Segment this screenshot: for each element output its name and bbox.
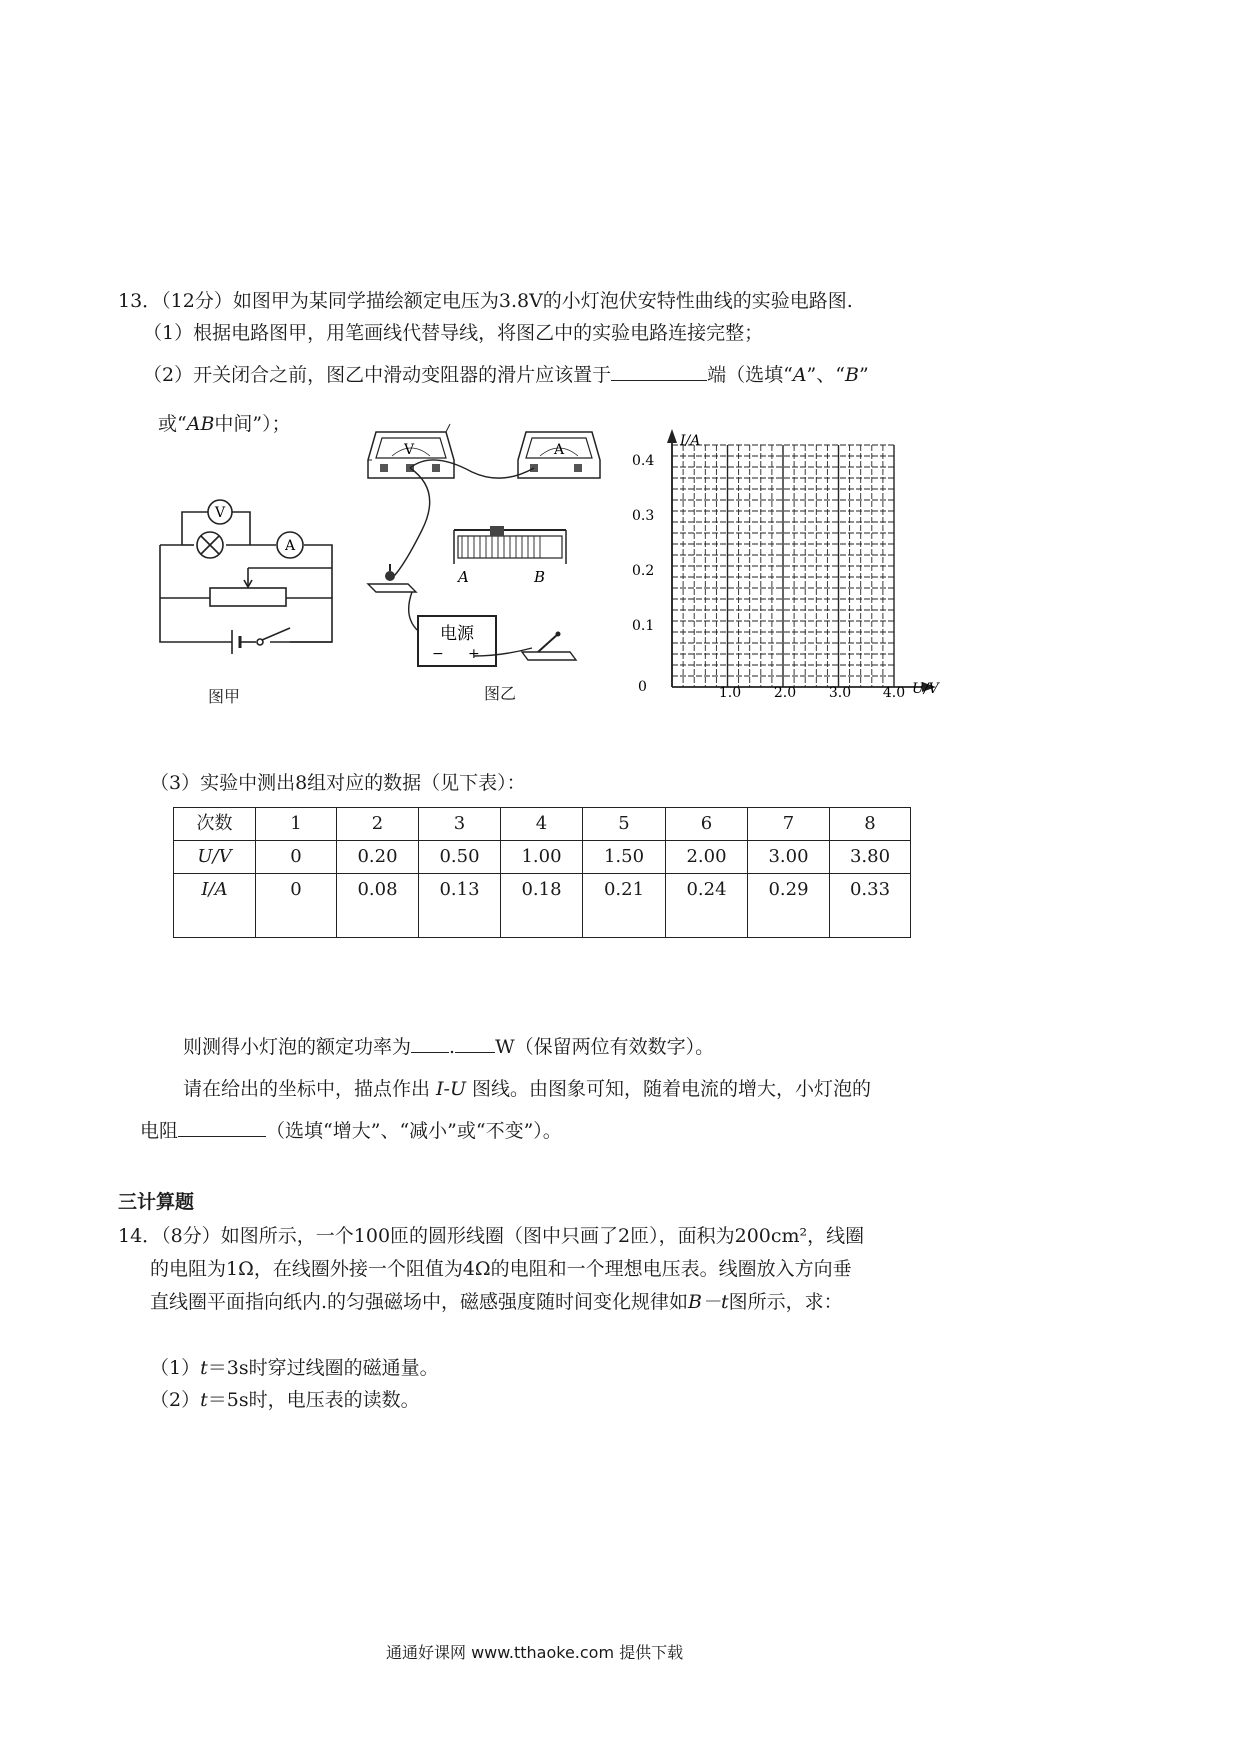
table-cell: 0.21 <box>603 879 645 900</box>
table-cell: 0.50 <box>439 846 480 867</box>
i-u-grid-chart <box>630 425 950 705</box>
y-tick-label: 0.3 <box>632 508 655 524</box>
table-cell: 0.20 <box>357 846 398 867</box>
table-header-cell: 6 <box>700 813 713 834</box>
page-footer: 通通好课网 www.tthaoke.com 提供下载 <box>386 1643 684 1662</box>
row-label-u: U/V <box>197 846 232 867</box>
q14-sub1-text: （1） <box>150 1357 201 1379</box>
voltmeter-device <box>368 424 454 478</box>
q13-part2-cont <box>158 411 291 437</box>
apparatus-diagram-yi <box>362 420 622 670</box>
table-cell: 0.33 <box>849 879 891 900</box>
figure-caption-jia: 图甲 <box>208 687 241 706</box>
q14-line3-text: 直线圈平面指向纸内.的匀强磁场中，磁感强度随时间变化规律如 <box>150 1291 689 1313</box>
q13-part3: （3）实验中测出8组对应的数据（见下表）： <box>150 772 526 794</box>
q14-sub2-text: （2） <box>150 1389 201 1411</box>
table-cell: 3.80 <box>849 846 891 867</box>
table-cell: 0 <box>290 879 302 900</box>
table-cell: 0 <box>290 846 302 867</box>
table-header-cell: 1 <box>290 813 302 834</box>
table-cell: 3.00 <box>768 846 809 867</box>
q14-line3 <box>150 1289 843 1315</box>
lamp-device <box>368 564 416 592</box>
answer-blank-slider-position[interactable] <box>611 362 707 381</box>
y-axis-arrow <box>667 429 677 443</box>
q13-resistance-line <box>140 1118 562 1144</box>
q13-plot-line <box>183 1076 871 1102</box>
table-cell: 0.08 <box>357 879 398 900</box>
table-header-cell: 3 <box>453 813 466 834</box>
table-cell: 0.18 <box>521 879 562 900</box>
rheostat-end-a: A <box>458 568 469 586</box>
q13-power-text: W（保留两位有效数字）。 <box>495 1036 715 1058</box>
table-header-cell: 8 <box>864 813 876 834</box>
table-cell: 1.00 <box>521 846 562 867</box>
q13-part2-text: 端（选填“ <box>707 364 793 386</box>
x-tick-label: 3.0 <box>828 685 852 701</box>
svg-text:−: − <box>432 646 444 662</box>
answer-blank-resistance[interactable] <box>178 1118 266 1137</box>
table-header-cell: 5 <box>618 813 630 834</box>
y-tick-label: 0.1 <box>632 618 655 634</box>
answer-blank-power-dec[interactable] <box>455 1034 495 1053</box>
figure-caption-yi: 图乙 <box>484 684 517 703</box>
rheostat-end-b: B <box>534 568 546 586</box>
table-row <box>174 874 911 938</box>
q13-plot-text: 请在给出的坐标中，描点作出 <box>183 1078 437 1100</box>
origin-label: 0 <box>638 679 647 695</box>
option-b: B <box>844 364 859 386</box>
q13-plot-iu: I-U <box>436 1078 466 1100</box>
ammeter-device <box>518 432 600 478</box>
q13-part2-text: 或“ <box>158 413 187 435</box>
table-header-cell: 7 <box>782 813 795 834</box>
y-tick-label: 0.2 <box>632 563 655 579</box>
row-label-i: I/A <box>201 879 228 900</box>
y-axis-label: I/A <box>680 433 701 449</box>
q14-sub2-text: ＝5s时，电压表的读数。 <box>207 1389 420 1411</box>
grid-lines <box>672 445 894 687</box>
q13-part2-text: 中间”）； <box>214 413 291 435</box>
q13-part2-text: ” <box>858 364 869 386</box>
data-table <box>173 807 911 938</box>
y-tick-label: 0.4 <box>632 453 655 469</box>
voltmeter-device-label: V <box>403 442 415 458</box>
section-heading: 三计算题 <box>118 1191 195 1213</box>
q13-plot-text: 图线。由图象可知，随着电流的增大，小灯泡的 <box>466 1078 872 1100</box>
q13-power-text: 则测得小灯泡的额定功率为 <box>183 1036 412 1058</box>
x-tick-label: 4.0 <box>882 685 906 701</box>
table-cell: 0.24 <box>686 879 727 900</box>
q13-part1: （1）根据电路图甲，用笔画线代替导线，将图乙中的实验电路连接完整； <box>143 322 764 344</box>
power-source-label: 电源 <box>440 624 474 644</box>
table-header-cell: 2 <box>371 813 384 834</box>
q14-sub1 <box>150 1355 439 1381</box>
table-row <box>174 808 911 841</box>
q14-line3-text: 图所示，求： <box>728 1291 843 1313</box>
table-row <box>174 841 911 874</box>
x-tick-label: 2.0 <box>773 685 797 701</box>
table-cell: 0.13 <box>439 879 480 900</box>
table-cell: 1.50 <box>603 846 645 867</box>
q13-part2-text: （2）开关闭合之前，图乙中滑动变阻器的滑片应该置于 <box>143 364 612 386</box>
power-source-device <box>418 616 496 666</box>
table-cell: 2.00 <box>686 846 727 867</box>
rheostat-device <box>454 526 566 586</box>
q13-part2 <box>143 362 869 388</box>
table-header-cell: 4 <box>535 813 548 834</box>
q14-bt: B－t <box>688 1291 729 1313</box>
q13-title: 13．（12分）如图甲为某同学描绘额定电压为3.8V的小灯泡伏安特性曲线的实验电路图. <box>118 290 853 312</box>
q13-res-text: 电阻 <box>140 1120 179 1142</box>
svg-text:+: + <box>468 646 480 662</box>
table-cell: 0.29 <box>768 879 809 900</box>
voltmeter-label: V <box>214 505 226 521</box>
q13-power-line <box>183 1034 714 1060</box>
q13-power-dot: . <box>449 1036 456 1058</box>
q14-sub2 <box>150 1387 420 1413</box>
x-tick-label: 1.0 <box>718 685 742 701</box>
q14-sub2-t: t <box>200 1389 208 1411</box>
q14-line1: 14．（8分）如图所示，一个100匝的圆形线圈（图中只画了2匝），面积为200cm²，线圈 <box>118 1225 865 1247</box>
option-a: A <box>792 364 807 386</box>
q14-sub1-text: ＝3s时穿过线圈的磁通量。 <box>207 1357 439 1379</box>
switch-device <box>522 632 576 661</box>
answer-blank-power-int[interactable] <box>411 1034 449 1053</box>
x-axis-label: U/V <box>912 681 939 697</box>
q14-line2: 的电阻为1Ω，在线圈外接一个阻值为4Ω的电阻和一个理想电压表。线圈放入方向垂 <box>150 1258 852 1280</box>
table-header-cell: 次数 <box>196 813 233 834</box>
ammeter-label: A <box>284 538 296 554</box>
circuit-diagram-jia <box>150 480 340 660</box>
ammeter-device-label: A <box>553 442 565 458</box>
option-ab: AB <box>186 413 215 435</box>
q14-sub1-t: t <box>200 1357 208 1379</box>
q13-res-text: （选填“增大”、“减小”或“不变”）。 <box>266 1120 562 1142</box>
q13-part2-text: ”、“ <box>806 364 845 386</box>
